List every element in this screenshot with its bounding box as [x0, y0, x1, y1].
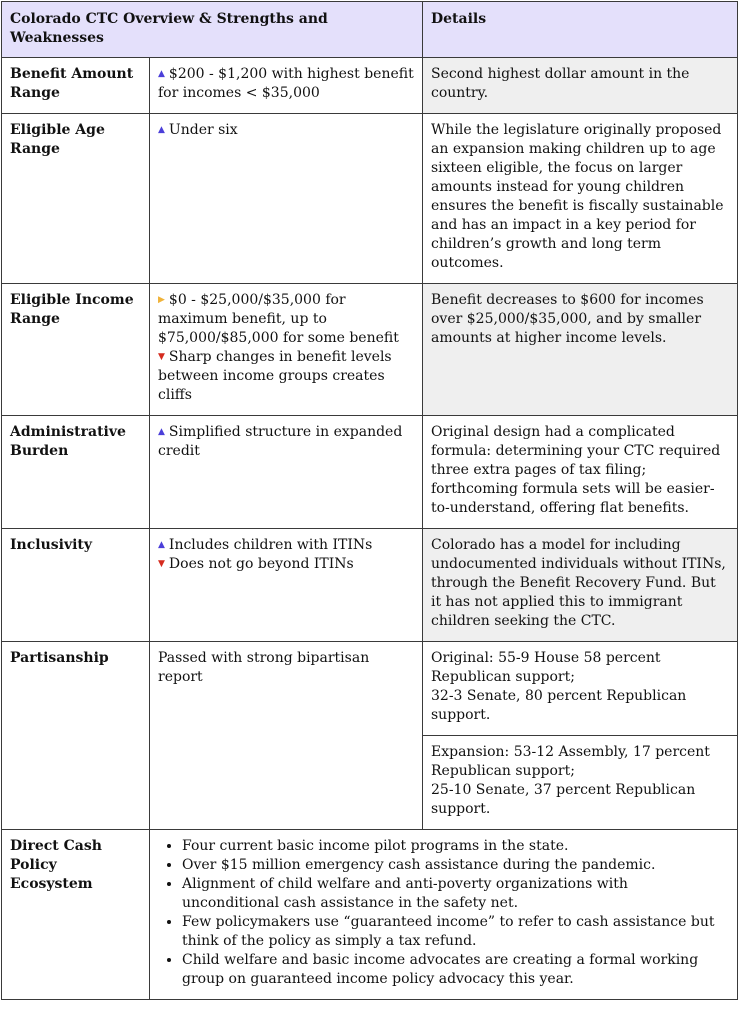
row-details: Second highest dollar amount in the country.	[423, 58, 738, 114]
row-details: Colorado has a model for including undocumented individuals without ITINs, through the Benefit Recovery Fund. But it has not applied this to immigrant children seeking the CTC.	[423, 529, 738, 642]
list-item: • Child welfare and basic income advocates are creating a formal working group on guaranteed income policy advocacy this year.	[182, 951, 729, 989]
assessment-item	[158, 65, 414, 103]
row-label: Eligible Income Range	[2, 284, 150, 416]
row-details: While the legislature originally proposed an expansion making children up to age sixteen eligible, the focus on larger amounts instead for young children ensures the benefit is fiscally sustainable and has an impact in a key period for children’s growth and long term outcomes.	[423, 114, 738, 284]
assessment-text: Simplified structure in expanded credit	[158, 424, 403, 459]
row-label: Inclusivity	[2, 529, 150, 642]
list-item: • Four current basic income pilot programs in the state.	[182, 837, 729, 856]
list-item: • Few policymakers use “guaranteed income” to refer to cash assistance but think of the policy as simply a tax refund.	[182, 913, 729, 951]
assessment-text: Does not go beyond ITINs	[168, 556, 354, 572]
ctc-overview-table	[1, 1, 738, 1000]
strength-up-icon: ▲	[158, 125, 165, 135]
table-row	[2, 529, 738, 642]
header-details: Details	[423, 2, 738, 58]
weakness-down-icon: ▼	[158, 559, 165, 569]
weakness-down-icon: ▼	[158, 352, 165, 362]
list-item: • Over $15 million emergency cash assistance during the pandemic.	[182, 856, 729, 875]
strength-up-icon: ▲	[158, 69, 165, 79]
partisanship-original-house: Original: 55-9 House 58 percent Republican support;	[431, 650, 661, 685]
strength-up-icon: ▲	[158, 540, 165, 550]
assessment-item	[158, 536, 414, 555]
row-label: Administrative Burden	[2, 416, 150, 529]
row-assessment: Passed with strong bipartisan report	[150, 642, 423, 830]
assessment-item	[158, 423, 414, 461]
assessment-text: Sharp changes in benefit levels between income groups creates cliffs	[158, 349, 392, 403]
ecosystem-list	[158, 837, 729, 989]
table-row	[2, 416, 738, 529]
row-assessment	[150, 529, 423, 642]
assessment-item	[158, 555, 414, 574]
assessment-item	[158, 348, 414, 405]
table-row-ecosystem	[2, 830, 738, 1000]
row-assessment	[150, 58, 423, 114]
table-row-partisanship	[2, 642, 738, 736]
row-assessment	[150, 284, 423, 416]
partisanship-expansion-senate: 25-10 Senate, 37 percent Republican support.	[431, 782, 696, 817]
list-item: • Alignment of child welfare and anti-poverty organizations with unconditional cash assistance in the safety net.	[182, 875, 729, 913]
partisanship-original	[423, 642, 738, 736]
row-details: Benefit decreases to $600 for incomes over $25,000/$35,000, and by smaller amounts at higher income levels.	[423, 284, 738, 416]
table-header-row	[2, 2, 738, 58]
assessment-text: $0 - $25,000/$35,000 for maximum benefit, up to $75,000/$85,000 for some benefit	[158, 292, 399, 346]
row-label: Eligible Age Range	[2, 114, 150, 284]
ecosystem-details	[150, 830, 738, 1000]
partisanship-expansion-assembly: Expansion: 53-12 Assembly, 17 percent Republican support;	[431, 744, 710, 779]
header-overview: Colorado CTC Overview & Strengths and Weaknesses	[2, 2, 423, 58]
partisanship-expansion	[423, 736, 738, 830]
assessment-item	[158, 291, 414, 348]
assessment-text: Includes children with ITINs	[168, 537, 373, 553]
row-label: Benefit Amount Range	[2, 58, 150, 114]
table-row	[2, 58, 738, 114]
assessment-text: Under six	[168, 122, 238, 138]
row-details: Original design had a complicated formula: determining your CTC required three extra pages of tax filing; forthcoming formula sets will be easier-to-understand, offering flat benefits.	[423, 416, 738, 529]
row-assessment	[150, 114, 423, 284]
assessment-text: $200 - $1,200 with highest benefit for incomes < $35,000	[158, 66, 414, 101]
row-label: Direct Cash Policy Ecosystem	[2, 830, 150, 1000]
table-row	[2, 284, 738, 416]
table-row	[2, 114, 738, 284]
strength-up-icon: ▲	[158, 427, 165, 437]
assessment-item	[158, 121, 414, 140]
row-assessment	[150, 416, 423, 529]
row-label: Partisanship	[2, 642, 150, 830]
neutral-right-icon: ▶	[158, 295, 165, 305]
partisanship-original-senate: 32-3 Senate, 80 percent Republican support.	[431, 688, 687, 723]
